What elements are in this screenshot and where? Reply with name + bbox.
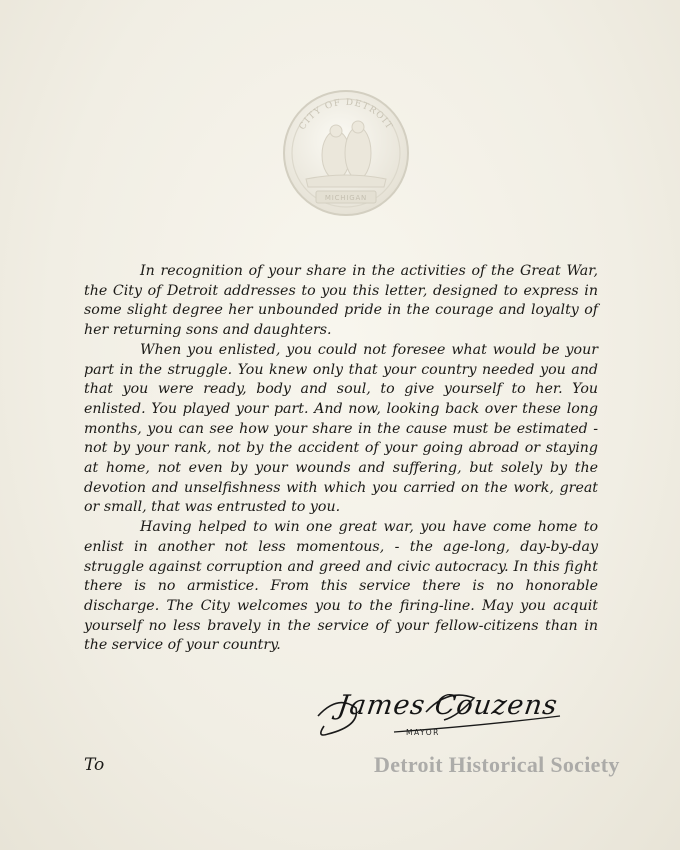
signature-name: James Couzens: [335, 690, 560, 721]
letter-paragraph-3: Having helped to win one great war, you have come home to enlist in another not less momentous, - the age-long, day-by-day struggle against corruption and greed and civic autocracy. In this fight there is no armistice. From this service there is no honorable discharge. The City welcomes you to the firing-line. May you acquit yourself no less bravely in the service of your fellow-citizens than in the service of your country.: [84, 519, 598, 654]
city-seal-emblem: [276, 83, 416, 223]
seal-bottom-text: MICHIGAN: [324, 194, 368, 202]
seal-icon: [276, 83, 416, 223]
recipient-label: To: [84, 755, 105, 775]
letter-paragraph-2: When you enlisted, you could not foresee what would be your part in the struggle. You knew only that your country needed you and that you were ready, body and soul, to give yourself to her. You enlisted. You played your part. And now, looking back over these long months, you can see how your share in the cause must be estimated - not by your rank, not by the accident of your going abroad or staying at home, not even by your wounds and suffering, but solely by the devotion and unselfishness with which you carried on the work, great or small, that was entrusted to you.: [84, 341, 598, 516]
signature-title: MAYOR: [406, 728, 440, 737]
seal-top-text: CITY OF DETROIT: [297, 97, 395, 132]
letter-paragraph-1: In recognition of your share in the activities of the Great War, the City of Detroit addresses to you this letter, designed to express in some slight degree her unbounded pride in the courage and loyalty of her returning sons and daughters.: [84, 263, 598, 339]
watermark-text: Detroit Historical Society: [374, 752, 620, 777]
letter-body: [84, 262, 598, 656]
